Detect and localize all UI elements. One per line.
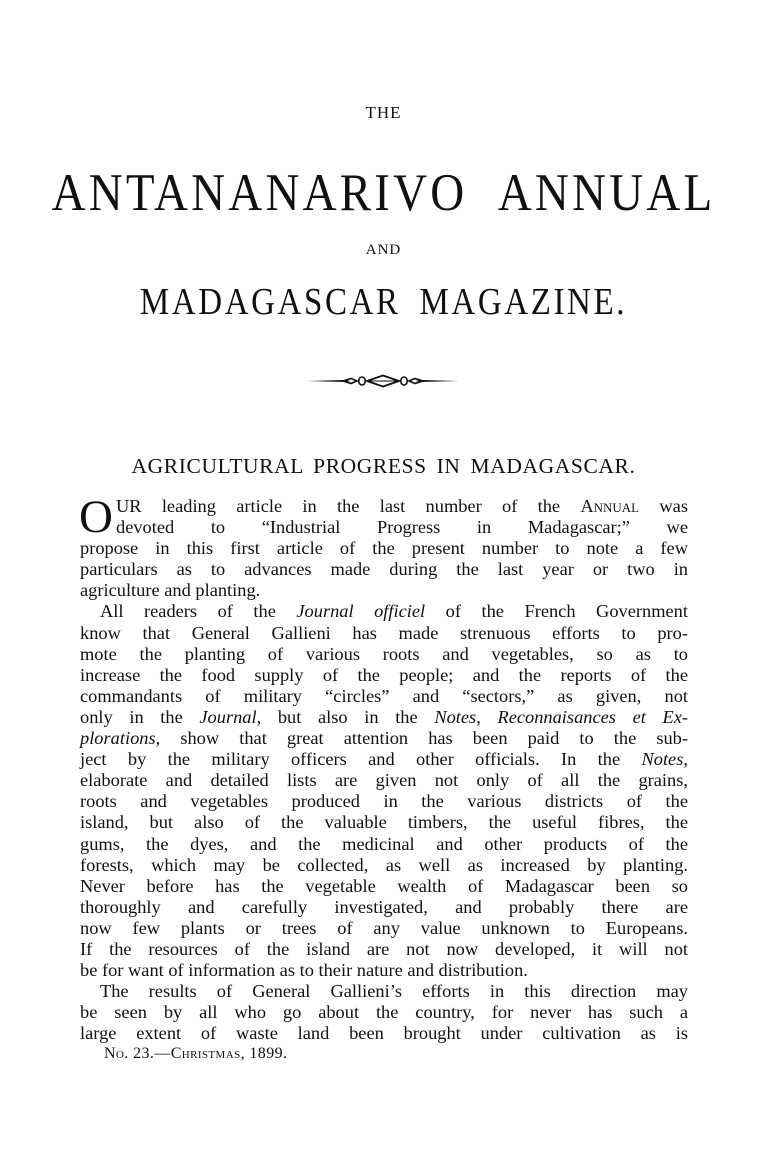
issue-footer: No. 23.—Christmas, 1899.	[104, 1045, 288, 1062]
small-caps-text: Annual	[580, 496, 640, 516]
text-segment: ject by the military officers and other officials. In the	[80, 749, 642, 770]
text-line	[80, 855, 688, 876]
masthead-title-line2: MADAGASCAR MAGAZINE.	[139, 282, 628, 324]
decorative-rule-ornament-icon	[305, 374, 461, 388]
text-segment: now few plants or trees of any value unknown to Europeans.	[80, 917, 688, 938]
text-segment: be for want of information as to their nature and distribution.	[80, 960, 528, 981]
text-line	[80, 644, 688, 665]
text-segment: If the resources of the island are not now developed, it will not	[80, 938, 688, 959]
text-segment: mote the planting of various roots and vegetables, so as to	[80, 643, 688, 664]
text-segment: The results of General Gallieni’s efforts in this direction may	[100, 981, 688, 1002]
text-line	[80, 876, 688, 897]
text-segment: , show that great attention has been paid to the sub-	[155, 728, 688, 749]
text-line	[80, 580, 688, 601]
text-segment: island, but also of the valuable timbers, the useful fibres, the	[80, 812, 688, 833]
text-line	[80, 897, 688, 918]
drop-cap: O	[79, 491, 113, 543]
text-segment: large extent of waste land been brought under cultivation as is	[80, 1023, 688, 1044]
text-line	[80, 623, 688, 644]
article-heading: AGRICULTURAL PROGRESS IN MADAGASCAR.	[131, 454, 636, 478]
masthead-title-line1: ANTANANARIVO ANNUAL	[51, 164, 716, 223]
text-segment: All readers of the	[100, 601, 297, 622]
text-segment: only in the	[80, 706, 200, 727]
text-line	[80, 728, 688, 749]
text-segment: increase the food supply of the people; and the reports of the	[80, 664, 688, 685]
text-line	[80, 812, 688, 833]
text-line	[80, 981, 688, 1002]
text-segment: know that General Gallieni has made strenuous efforts to pro-	[80, 622, 688, 643]
text-line	[80, 749, 688, 770]
text-line	[80, 538, 688, 559]
text-line	[80, 559, 688, 580]
italic-text: Reconnaisances et Ex-	[497, 706, 689, 727]
text-segment: of the French Government	[425, 601, 688, 622]
italic-text: plorations	[80, 728, 156, 749]
text-segment: ,	[683, 749, 688, 770]
italic-text: Journal officiel	[296, 601, 426, 622]
text-line	[80, 960, 688, 981]
text-segment: roots and vegetables produced in the various districts of the	[80, 791, 688, 812]
text-line	[80, 601, 688, 622]
italic-text: Notes	[434, 706, 477, 727]
text-line	[80, 517, 688, 538]
text-line	[80, 496, 688, 517]
text-segment: was	[639, 496, 688, 516]
text-segment: particulars as to advances made during the last year or two in	[80, 559, 688, 580]
masthead-and: AND	[365, 242, 402, 258]
text-line	[80, 791, 688, 812]
text-line	[80, 834, 688, 855]
text-line	[80, 1023, 688, 1044]
text-segment: commandants of military “circles” and “sectors,” as given, not	[80, 685, 688, 706]
text-segment: Never before has the vegetable wealth of Madagascar been so	[80, 875, 688, 896]
text-line	[80, 1002, 688, 1023]
italic-text: Journal	[199, 706, 257, 727]
text-segment: gums, the dyes, and the medicinal and other products of the	[80, 833, 688, 854]
text-segment: thoroughly and carefully investigated, and probably there are	[80, 896, 688, 917]
text-segment: propose in this first article of the present number to note a few	[80, 538, 688, 559]
text-segment: , but also in the	[256, 706, 435, 727]
text-segment: elaborate and detailed lists are given not only of all the grains,	[80, 770, 688, 791]
text-segment: agriculture and planting.	[80, 580, 261, 601]
text-line	[80, 918, 688, 939]
text-segment: devoted to “Industrial Progress in Madagascar;” we	[116, 517, 688, 538]
text-segment: forests, which may be collected, as well as increased by planting.	[80, 854, 688, 875]
masthead-the: THE	[365, 103, 402, 122]
text-segment: ,	[476, 706, 498, 727]
italic-text: Notes	[641, 749, 684, 770]
text-line	[80, 686, 688, 707]
text-line	[80, 707, 688, 728]
text-line	[80, 939, 688, 960]
article-body	[79, 491, 689, 1044]
text-segment: UR leading article in the last number of the	[116, 496, 581, 516]
text-line	[80, 665, 688, 686]
text-line	[80, 770, 688, 791]
text-segment: be seen by all who go about the country, for never has such a	[80, 1002, 688, 1023]
